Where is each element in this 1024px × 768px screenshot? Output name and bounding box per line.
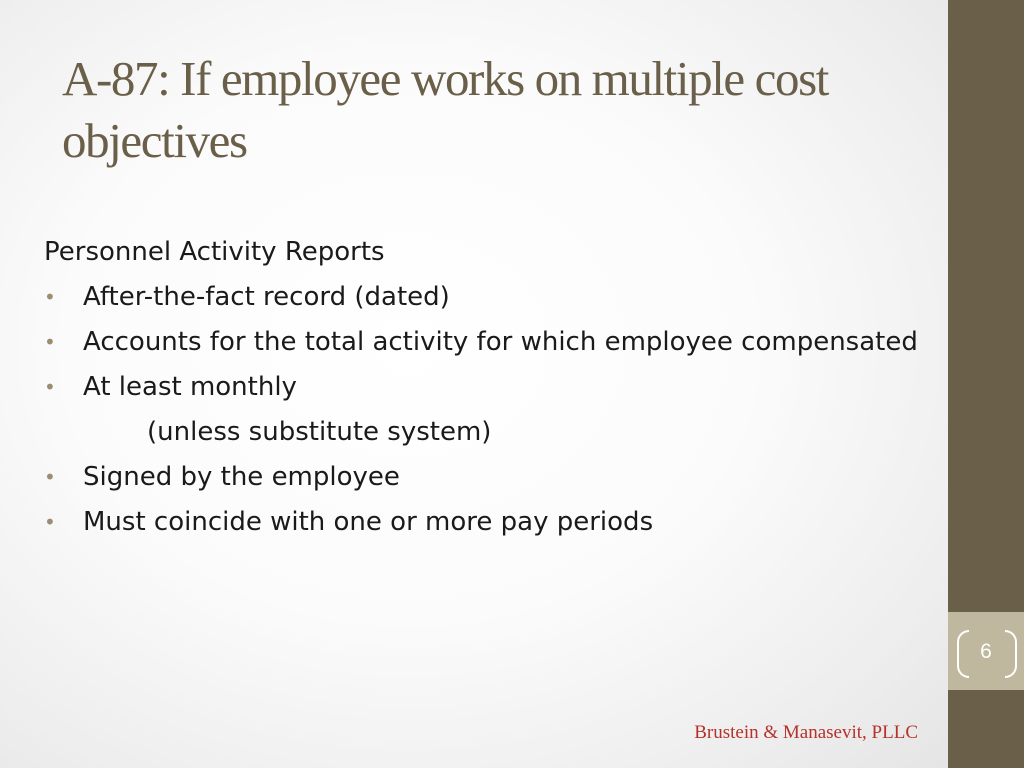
sub-item-text: (unless substitute system): [147, 417, 492, 447]
bullet-icon: •: [44, 510, 56, 534]
bullet-text: Accounts for the total activity for which employee compensated: [83, 327, 918, 357]
sub-item: [44, 414, 924, 451]
bullet-icon: •: [44, 375, 56, 399]
slide-title: A-87: If employee works on multiple cost objectives: [62, 51, 828, 168]
bullet-item: [44, 504, 924, 541]
slide-body: [44, 233, 924, 549]
bullet-item: [44, 459, 924, 496]
bullet-icon: •: [44, 465, 56, 489]
right-bracket-decoration: [1005, 630, 1017, 678]
bullet-item: [44, 369, 924, 406]
bullet-text: Must coincide with one or more pay periods: [83, 507, 654, 537]
bullet-text: At least monthly: [83, 372, 297, 402]
page-number: 6: [980, 640, 992, 663]
bullet-item: [44, 324, 924, 361]
bullet-text: After-the-fact record (dated): [83, 282, 450, 312]
footer-firm-name: Brustein & Manasevit, PLLC: [694, 722, 918, 743]
bullet-text: Signed by the employee: [83, 462, 400, 492]
bullet-list: [44, 279, 924, 541]
body-heading: Personnel Activity Reports: [44, 237, 385, 267]
bullet-icon: •: [44, 330, 56, 354]
bullet-icon: •: [44, 285, 56, 309]
bullet-item: [44, 279, 924, 316]
